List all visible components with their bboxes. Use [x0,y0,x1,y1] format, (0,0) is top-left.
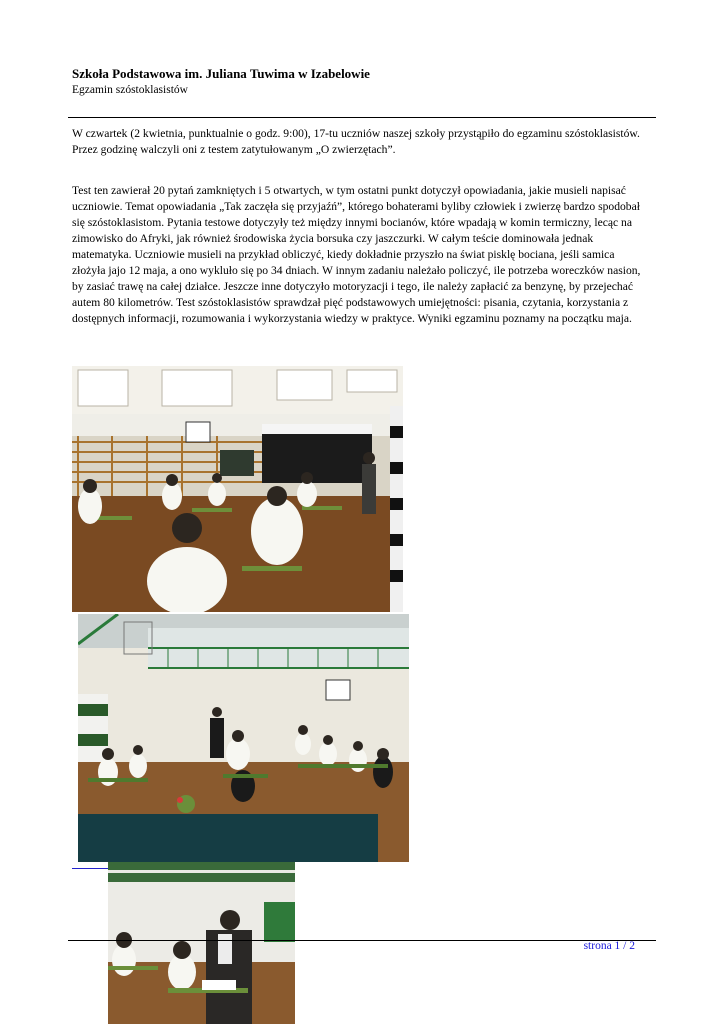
article-paragraph-1 [72,126,650,158]
exam-photo-3 [108,862,295,1024]
link-fragment[interactable] [72,868,110,869]
header-divider [68,117,656,118]
page-subtitle: Egzamin szóstoklasistów [72,84,188,96]
page-number: strona 1 / 2 [583,940,635,952]
exam-photo-2 [78,614,409,862]
footer-divider [68,940,656,941]
page-title: Szkoła Podstawowa im. Juliana Tuwima w Izabelowie [72,66,370,81]
exam-photo-2-image [78,614,409,862]
exam-photo-3-image [108,862,295,1024]
paragraph-2-text: Test ten zawierał 20 pytań zamkniętych i 5 otwartych, w tym ostatni punkt dotyczył opowiadania, jakie musieli napisać uczniowie. Temat opowiadania „Tak zaczęła się przyjaźń”, którego bohaterami byliby człowiek i zwierzę bardzo spodobał się szóstoklasistom. Pytania testowe dotyczyły też między innymi bocianów, które wpadają w komin termiczny, lecąc na zimowisko do Afryki, jak również środowiska życia borsuka czy jaszczurki. W całym teście dominowała jednak matematyka. Uczniowie musieli na przykład obliczyć, kiedy dokładnie przyszło na świat pisklę bociana, jeśli samica złożyła jajo 12 maja, a ono wykluło się po 34 dniach. W innym zadaniu należało policzyć, ile potrzeba woreczków nasion, by zasiać trawę na całej działce. Jeszcze inne dotyczyło motoryzacji i tego, ile należy zapłacić za benzynę, by przejechać autem 80 kilometrów. Test szóstoklasistów sprawdzał pięć podstawowych umiejętności: pisania, czytania, korzystania z dostępnych informacji, rozumowania i wykorzystania wiedzy w praktyce. Wyniki egzaminu poznamy na początku maja. [72,184,641,325]
article-paragraph-2 [72,183,650,327]
exam-photo-1 [72,366,403,612]
paragraph-1-text: W czwartek (2 kwietnia, punktualnie o godz. 9:00), 17-tu uczniów naszej szkoły przystąpiło do egzaminu szóstoklasistów. Przez godzinę walczyli oni z testem zatytułowanym „O zwierzętach”. [72,127,640,156]
exam-photo-1-image [72,366,403,612]
